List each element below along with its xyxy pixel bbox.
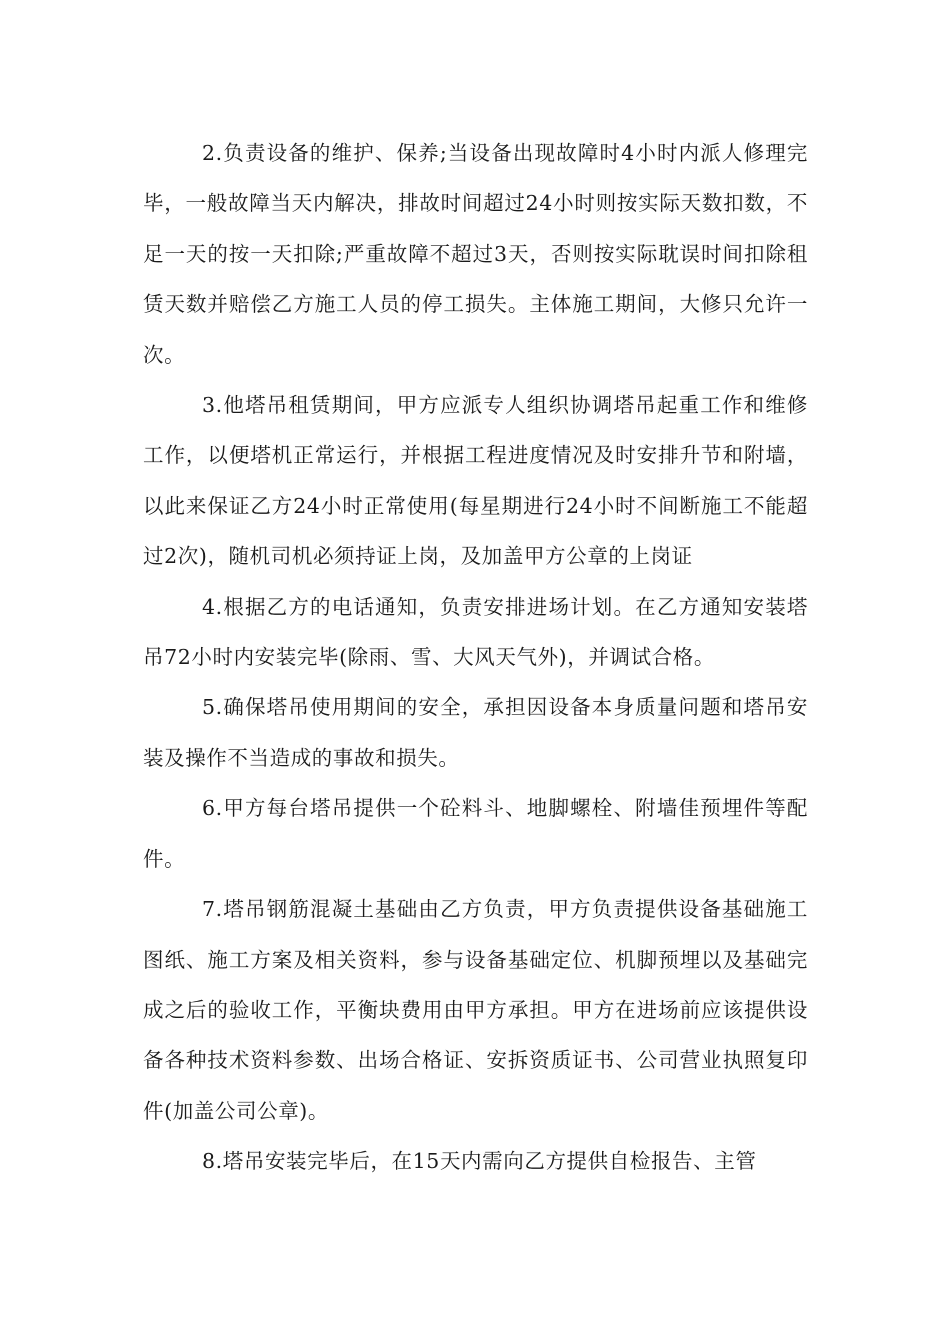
- paragraph-item-5: 5.确保塔吊使用期间的安全，承担因设备本身质量问题和塔吊安装及操作不当造成的事故和损失。: [143, 695, 808, 770]
- paragraph-item-6: 6.甲方每台塔吊提供一个砼料斗、地脚螺栓、附墙佳预埋件等配件。: [143, 796, 808, 871]
- paragraph-item-8: 8.塔吊安装完毕后，在15天内需向乙方提供自检报告、主管: [202, 1149, 757, 1174]
- paragraph-item-2: 2.负责设备的维护、保养;当设备出现故障时4小时内派人修理完毕，一般故障当天内解决，排故时间超过24小时则按实际天数扣数，不足一天的按一天扣除;严重故障不超过3天，否则按实际耽误时间扣除租赁天数并赔偿乙方施工人员的停工损失。主体施工期间，大修只允许一次。: [143, 141, 808, 367]
- document-body: [143, 128, 808, 1187]
- paragraph-item-3: 3.他塔吊租赁期间，甲方应派专人组织协调塔吊起重工作和维修工作，以便塔机正常运行，并根据工程进度情况及时安排升节和附墙，以此来保证乙方24小时正常使用(每星期进行24小时不间断施工不能超过2次)，随机司机必须持证上岗，及加盖甲方公章的上岗证: [143, 393, 808, 569]
- paragraph-item-7: 7.塔吊钢筋混凝土基础由乙方负责，甲方负责提供设备基础施工图纸、施工方案及相关资料，参与设备基础定位、机脚预埋以及基础完成之后的验收工作，平衡块费用由甲方承担。甲方在进场前应该提供设备各种技术资料参数、出场合格证、安拆资质证书、公司营业执照复印件(加盖公司公章)。: [143, 897, 808, 1123]
- paragraph-item-4: 4.根据乙方的电话通知，负责安排进场计划。在乙方通知安装塔吊72小时内安装完毕(除雨、雪、大风天气外)，并调试合格。: [143, 594, 808, 670]
